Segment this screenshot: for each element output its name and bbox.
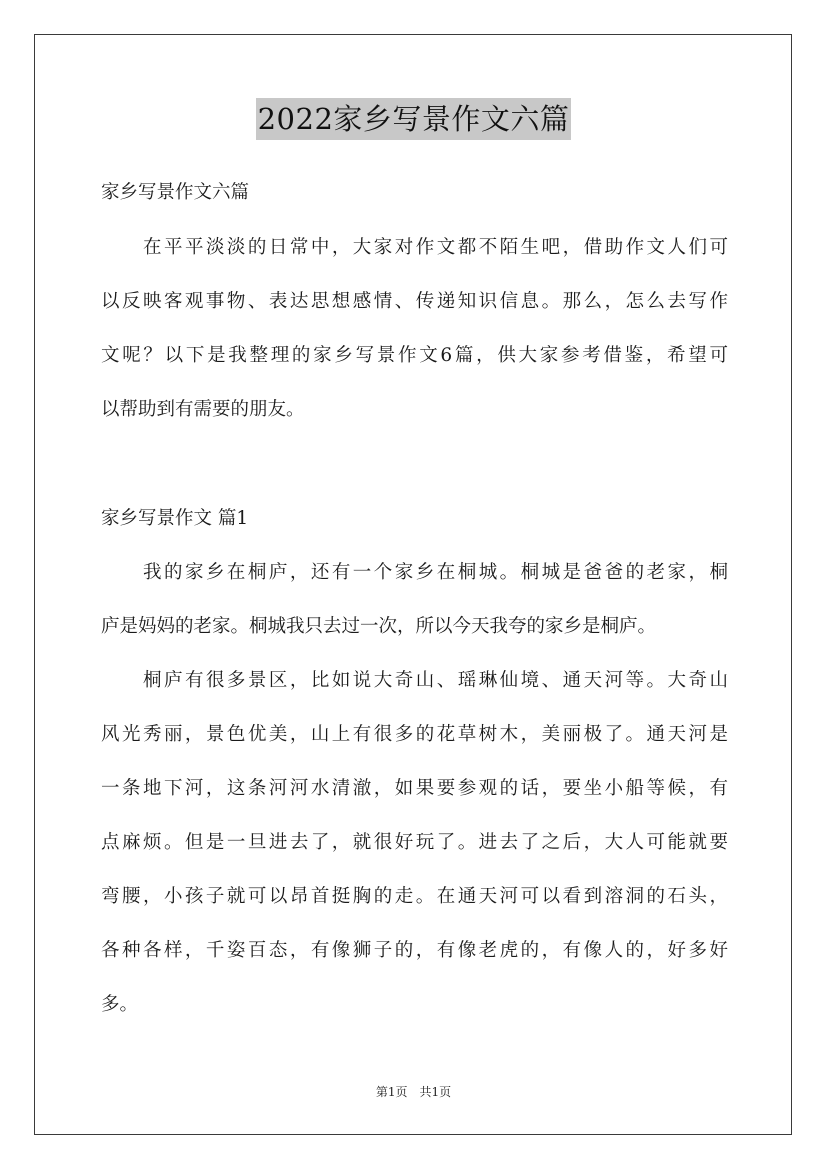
document-subtitle: 家乡写景作文六篇 [101, 182, 250, 203]
intro-line: 文呢？以下是我整理的家乡写景作文6篇，供大家参考借鉴，希望可 [101, 345, 728, 366]
paragraph-line: 一条地下河，这条河河水清澈，如果要参观的话，要坐小船等候，有 [101, 778, 728, 799]
paragraph-line: 风光秀丽，景色优美，山上有很多的花草树木，美丽极了。通天河是 [101, 724, 728, 745]
paragraph-line: 弯腰，小孩子就可以昂首挺胸的走。在通天河可以看到溶洞的石头， [101, 886, 728, 907]
paragraph-line: 多。 [101, 994, 139, 1015]
page-footer: 第1页 共1页 [375, 1085, 452, 1099]
document-title: 2022家乡写景作文六篇 [256, 98, 572, 140]
paragraph-line: 我的家乡在桐庐，还有一个家乡在桐城。桐城是爸爸的老家，桐 [143, 562, 728, 583]
title-container [0, 98, 827, 140]
intro-line: 以反映客观事物、表达思想感情、传递知识信息。那么，怎么去写作 [101, 291, 728, 312]
paragraph-line: 庐是妈妈的老家。桐城我只去过一次，所以今天我夸的家乡是桐庐。 [101, 616, 657, 637]
section-heading: 家乡写景作文 篇1 [101, 508, 249, 529]
paragraph-line: 各种各样，千姿百态，有像狮子的，有像老虎的，有像人的，好多好 [101, 940, 728, 961]
paragraph-line: 点麻烦。但是一旦进去了，就很好玩了。进去了之后，大人可能就要 [101, 832, 728, 853]
intro-line: 在平平淡淡的日常中，大家对作文都不陌生吧，借助作文人们可 [143, 237, 728, 258]
intro-line: 以帮助到有需要的朋友。 [101, 399, 305, 420]
paragraph-line: 桐庐有很多景区，比如说大奇山、瑶琳仙境、通天河等。大奇山 [143, 670, 728, 691]
